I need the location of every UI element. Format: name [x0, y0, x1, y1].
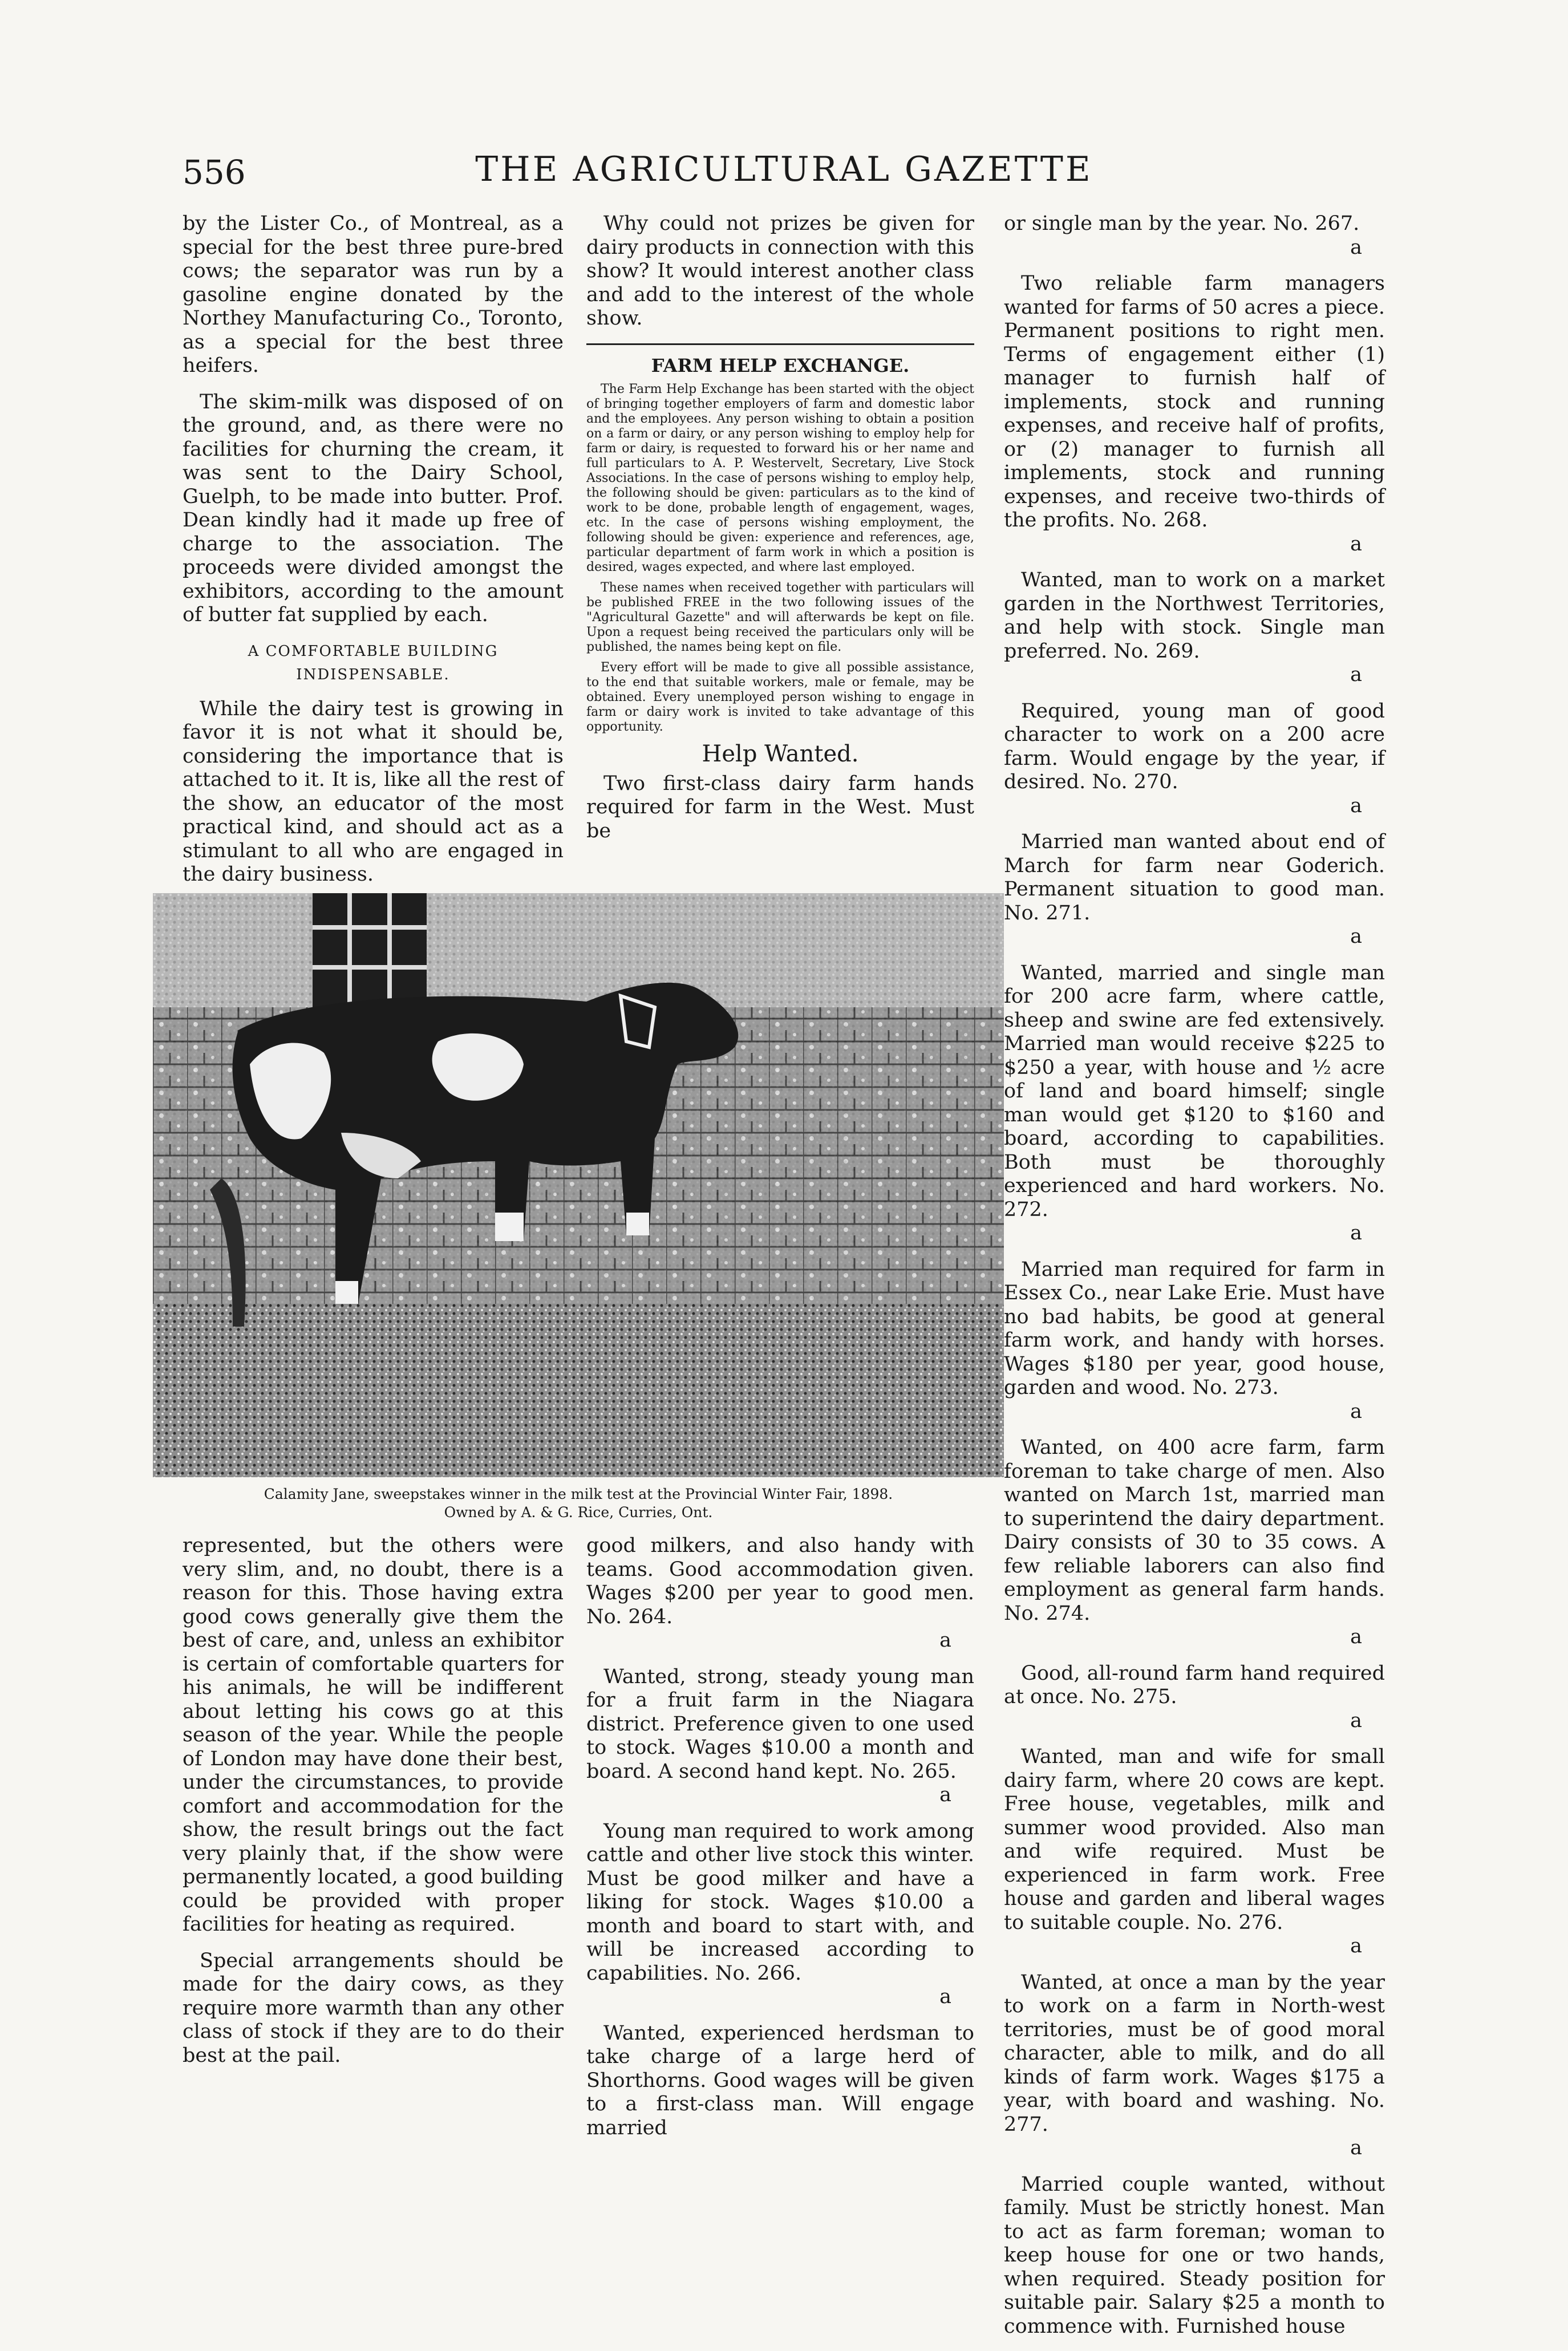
advertisement: good milkers, and also handy with teams. Good accommodation given. Wages $200 per year to good men. No. 264. a: [586, 1534, 974, 1652]
notice-title: FARM HELP EXCHANGE.: [651, 354, 910, 376]
advertisement: Required, young man of good character to work on a 200 acre farm. Would engage by the year, if desired. No. 270. a: [1004, 699, 1385, 817]
marker: a: [1350, 794, 1362, 817]
column-1-top: [183, 212, 564, 935]
advertisement: Wanted, man to work on a market garden in the Northwest Territories, and help with stock. Single man preferred. No. 269. a: [1004, 569, 1385, 686]
column-1-bottom: [183, 1534, 564, 2080]
marker: a: [1350, 1626, 1362, 1648]
marker: a: [939, 1629, 951, 1652]
marker: a: [1350, 925, 1362, 948]
advertisement: Wanted, strong, steady young man for a fruit farm in the Niagara district. Preference given to one used to stock. Wages $10.00 a month and board. A second hand kept. No. 265. a: [586, 1665, 974, 1806]
notice-paragraph: These names when received together with particulars will be published FREE in the two following issues of the "Agricultural Gazette" and will afterwards be kept on file. Upon a request being received the particulars only will be published, the names being kept on file.: [586, 581, 974, 654]
notice-paragraph: The Farm Help Exchange has been started with the object of bringing together employers of farm and domestic labor and the employees. Any person wishing to obtain a position on a farm or dairy, or any person wishing to employ help for farm or dairy, is requested to forward his or her name and full particulars to A. P. Westervelt, Secretary, Live Stock Associations. In the case of persons wishing to employ help, the following should be given: particulars as to the kind of work to be done, probable length of engagement, wages, etc. In the case of persons wishing employment, the following should be given: experience and references, age, particular department of farm work in which a position is desired, wages expected, and where last employed.: [586, 382, 974, 574]
divider: [586, 343, 974, 345]
marker: a: [1350, 1400, 1362, 1423]
advertisement: or single man by the year. No. 267. a: [1004, 212, 1385, 260]
paragraph: by the Lister Co., of Montreal, as a special for the best three pure-bred cows; the separator was run by a gasoline engine donated by the Northey Manufacturing Co., Toronto, as a special for the best three heifers.: [183, 212, 564, 377]
marker: a: [1350, 1709, 1362, 1732]
caption-line: Owned by A. & G. Rice, Curries, Ont.: [444, 1504, 713, 1521]
paragraph: While the dairy test is growing in favor it is not what it should be, considering the importance that is attached to it. It is, like all the rest of the show, an educator of the most practical kind, and should act as a stimulant to all who are engaged in the dairy business.: [183, 697, 564, 886]
advertisement: Married man wanted about end of March for farm near Goderich. Permanent situation to good man. No. 271. a: [1004, 830, 1385, 948]
page-number: 556: [183, 153, 246, 192]
marker: a: [939, 1985, 951, 2008]
paragraph: Two first-class dairy farm hands required for farm in the West. Must be: [586, 772, 974, 842]
paragraph: Why could not prizes be given for dairy products in connection with this show? It would interest another class and add to the interest of the whole show.: [586, 212, 974, 330]
marker: a: [1350, 236, 1362, 259]
marker: a: [1350, 1222, 1362, 1245]
marker: a: [1350, 1935, 1362, 1957]
advertisement: Wanted, man and wife for small dairy farm, where 20 cows are kept. Free house, vegetables, milk and summer wood provided. Also man and wife required. Must be experienced in farm work. Free house and garden and liberal wages to suitable couple. No. 276. a: [1004, 1745, 1385, 1957]
help-wanted-title: Help Wanted.: [702, 741, 859, 767]
column-2-top: [586, 212, 974, 856]
column-3: [1004, 212, 1385, 2351]
paragraph: represented, but the others were very slim, and, no doubt, there is a reason for this. Those having extra good cows generally give them the best of care, and, unless an exhibitor is certain of comfortable quarters for his animals, he will be indifferent about letting his cows go at this season of the year. While the people of London may have done their best, under the circumstances, to provide comfort and accommodation for the show, the result brings out the fact very plainly that, if the show were permanently located, a good building could be provided with proper facilities for heating as required.: [183, 1534, 564, 1936]
notice-paragraph: Every effort will be made to give all possible assistance, to the end that suitable workers, male or female, may be obtained. Every unemployed person wishing to engage in farm or dairy work is invited to take advantage of this opportunity.: [586, 660, 974, 734]
marker: a: [1350, 2137, 1362, 2159]
advertisement: Good, all-round farm hand required at once. No. 275. a: [1004, 1661, 1385, 1732]
advertisement: Wanted, on 400 acre farm, farm foreman to take charge of men. Also wanted on March 1st, married man to superintend the dairy department. Dairy consists of 30 to 35 cows. A few reliable laborers can also find employment as general farm hands. No. 274. a: [1004, 1436, 1385, 1648]
advertisement: Wanted, at once a man by the year to work on a farm in North-west territories, must be of good moral character, able to milk, and do all kinds of farm work. Wages $175 a year, with board and washing. No. 277. a: [1004, 1971, 1385, 2159]
advertisement: Married man required for farm in Essex Co., near Lake Erie. Must have no bad habits, be good at general farm work, and handy with horses. Wages $180 per year, good house, garden and wood. No. 273. a: [1004, 1258, 1385, 1423]
marker: a: [1350, 532, 1362, 556]
advertisement: Wanted, experienced herdsman to take charge of a large herd of Shorthorns. Good wages will be given to a first-class man. Will engage married: [586, 2021, 974, 2139]
cow-photograph: [153, 893, 1004, 1477]
paragraph: The skim-milk was disposed of on the ground, and, as there were no facilities for churning the cream, it was sent to the Dairy School, Guelph, to be made into butter. Prof. Dean kindly had it made up free of charge to the association. The proceeds were divided amongst the exhibitors, according to the amount of butter fat supplied by each.: [183, 390, 564, 626]
marker: a: [939, 1783, 951, 1806]
photo-caption: [153, 1485, 1004, 1522]
advertisement: Two reliable farm managers wanted for farms of 50 acres a piece. Permanent positions to right men. Terms of engagement either (1) manager to furnish half of implements, stock and running expenses, and receive half of profits, or (2) manager to furnish all implements, stock and running expenses, and receive two-thirds of the profits. No. 268. a: [1004, 272, 1385, 556]
running-title: THE AGRICULTURAL GAZETTE: [475, 149, 1093, 189]
column-2-bottom: [586, 1534, 974, 2153]
section-heading: A COMFORTABLE BUILDING INDISPENSABLE.: [248, 642, 499, 683]
paragraph: Special arrangements should be made for the dairy cows, as they require more warmth than any other class of stock if they are to do their best at the pail.: [183, 1949, 564, 2067]
marker: a: [1350, 663, 1362, 686]
advertisement: Wanted, married and single man for 200 acre farm, where cattle, sheep and swine are fed extensively. Married man would receive $225 to $250 a year, with house and ½ acre of land and board himself; single man would get $120 to $160 and board, according to capabilities. Both must be thoroughly experienced and hard workers. No. 272. a: [1004, 961, 1385, 1245]
caption-line: Calamity Jane, sweepstakes winner in the milk test at the Provincial Winter Fair, 1898.: [264, 1486, 893, 1502]
advertisement: Young man required to work among cattle and other live stock this winter. Must be good milker and have a liking for stock. Wages $10.00 a month and board to start with, and will be increased according to capabilities. No. 266. a: [586, 1819, 974, 2008]
advertisement: Married couple wanted, without family. Must be strictly honest. Man to act as farm foreman; woman to keep house for one or two hands, when required. Steady position for suitable pair. Salary $25 a month to commence with. Furnished house: [1004, 2172, 1385, 2338]
